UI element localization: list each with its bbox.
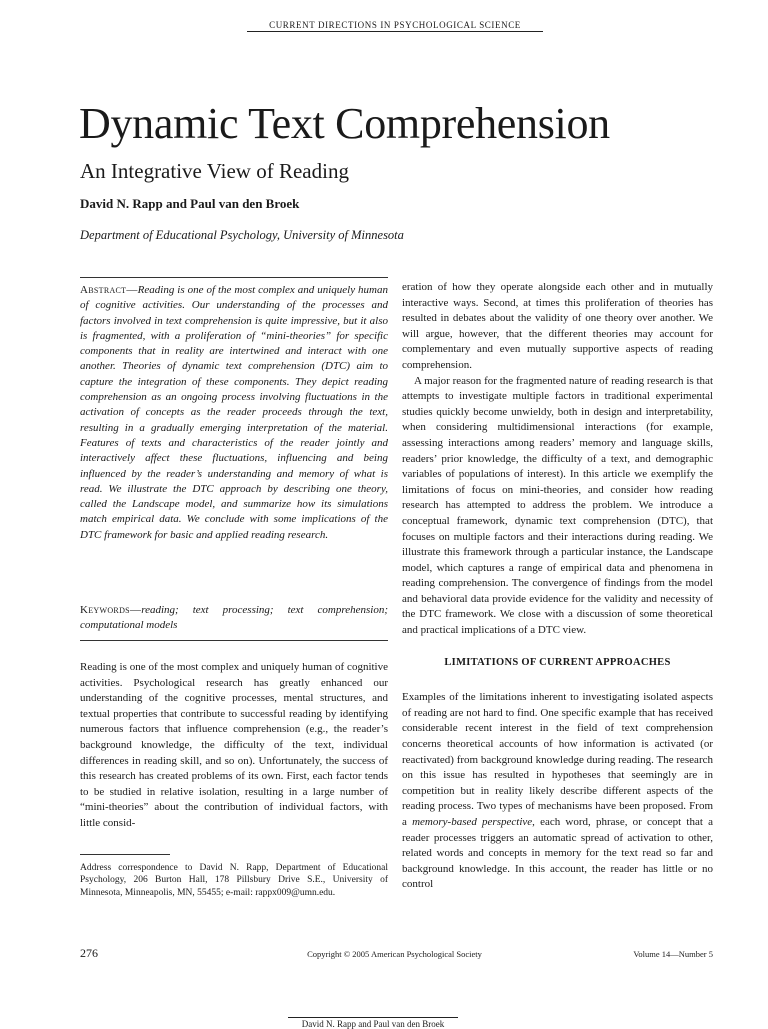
keywords xyxy=(80,603,388,634)
abstract-bottom-rule xyxy=(80,640,388,641)
copyright-text: Copyright © 2005 American Psychological Society xyxy=(307,949,482,959)
emphasis-text: memory-based perspective xyxy=(412,816,533,828)
body-paragraph: Reading is one of the most complex and uniquely human of cognitive activities. Psychological research has greatly enhanced our understanding of the cognitive processes, mental structures, and textual properties that contribute to successful reading by identifying numerous factors that influence comprehension (e.g., the reader’s background knowledge, the difficulty of the text, individual differences in reading skill, and so on). Unfortunately, the success of this research has created problems of its own. First, each factor tends to be studied in relative isolation, resulting in a large number of “mini-theories” about the contribution of individual factors, with little consid- xyxy=(80,661,388,829)
footnote: Address correspondence to David N. Rapp, Department of Educational Psychology, 206 Burton Hall, 178 Pillsbury Drive S.E., University of Minnesota, Minneapolis, MN, 55455; e-mail: rappx009@umn.edu. xyxy=(80,863,388,898)
running-head-journal: CURRENT DIRECTIONS IN PSYCHOLOGICAL SCIENCE xyxy=(247,20,543,32)
section-heading: LIMITATIONS OF CURRENT APPROACHES xyxy=(444,656,671,668)
page-number: 276 xyxy=(80,946,98,960)
body-paragraph xyxy=(402,690,713,893)
abstract-top-rule xyxy=(80,277,388,278)
keywords-label: Keywords— xyxy=(80,604,142,616)
body-paragraph: A major reason for the fragmented nature of reading research is that attempts to investigate multiple factors in traditional experimental studies quickly become unwieldy, both in design and interpretability, when considering multidimensional interactions (for example, assessing interactions among readers’ memory and language skills, readers’ prior knowledge, the difficulty of a text, and demographic variables of populations of interest). In this article we exemplify the limitations of focus on mini-theories, and consider how reading research has attempted to address the problem. We introduce a conceptual framework, dynamic text comprehension (DTC), that focuses on multiple factors and their interactions during reading. We illustrate this framework through a particular instance, the Landscape model, which captures a range of empirical data and phenomena in reading comprehension. The convergence of findings from the model and behavioral data provide evidence for the validity and necessity of the DTC framework. We close with a discussion of some theoretical and practical implications of a DTC view. xyxy=(402,374,713,637)
abstract-text: Reading is one of the most complex and uniquely human of cognitive activities. Our understanding of the processes and factors involved in text comprehension is quite impressive, but it also is fragmented, with a proliferation of “mini-theories” for specific components that in reality are intertwined and interact with one another. Theories of dynamic text comprehension (DTC) aim to capture the integration of these components. They depict reading comprehension as an ongoing process involving fluctuations in the activation of concepts as the reader proceeds through the text, resulting in a gradually emerging interpretation of the material. Features of texts and characteristics of the reader jointly and interactively affect these fluctuations, influencing and being influenced by the reader’s understanding and memory of what is read. We illustrate the DTC approach by describing one theory, called the Landscape model, and summarize how its simulations match empirical data. We conclude with some implications of the DTC framework for basic and applied reading research. xyxy=(80,284,388,541)
article-authors: David N. Rapp and Paul van den Broek xyxy=(80,196,300,211)
volume-issue: Volume 14—Number 5 xyxy=(633,949,713,959)
body-text: Examples of the limitations inherent to investigating isolated aspects of reading are not hard to find. One specific example that has received considerable recent interest in the field of text comprehension concerns theoretical accounts of how information is activated (or reactivated) from background knowledge during reading. The research on this issue has resulted in hypotheses that seemingly are in competition but in reality likely describe different aspects of the reading process. Two types of mechanisms have been proposed. From a xyxy=(402,691,713,828)
abstract-label: Abstract— xyxy=(80,284,138,296)
body-text: , each word, phrase, or concept that a reader processes triggers an automatic spread of activation to other, related words and concepts in memory for the text read so far and background knowledge. In this account, the reader has little or no control xyxy=(402,816,713,891)
article-subtitle: An Integrative View of Reading xyxy=(80,159,349,183)
footnote-rule xyxy=(80,854,170,855)
next-page-running-head: David N. Rapp and Paul van den Broek xyxy=(288,1017,458,1029)
abstract xyxy=(80,283,388,543)
body-column-left xyxy=(80,660,388,832)
article-affiliation: Department of Educational Psychology, University of Minnesota xyxy=(80,228,404,242)
body-column-right xyxy=(402,280,713,893)
article-title: Dynamic Text Comprehension xyxy=(79,99,610,148)
keywords-text: reading; text processing; text comprehension; computational models xyxy=(80,604,388,632)
body-paragraph: eration of how they operate alongside each other and in mutually interactive ways. Second, at times this proliferation of theories has resulted in debates about the validity of one theory over another. We will argue, however, that the different theories may account for complementary and even mutually supportive aspects of reading comprehension. xyxy=(402,281,713,371)
